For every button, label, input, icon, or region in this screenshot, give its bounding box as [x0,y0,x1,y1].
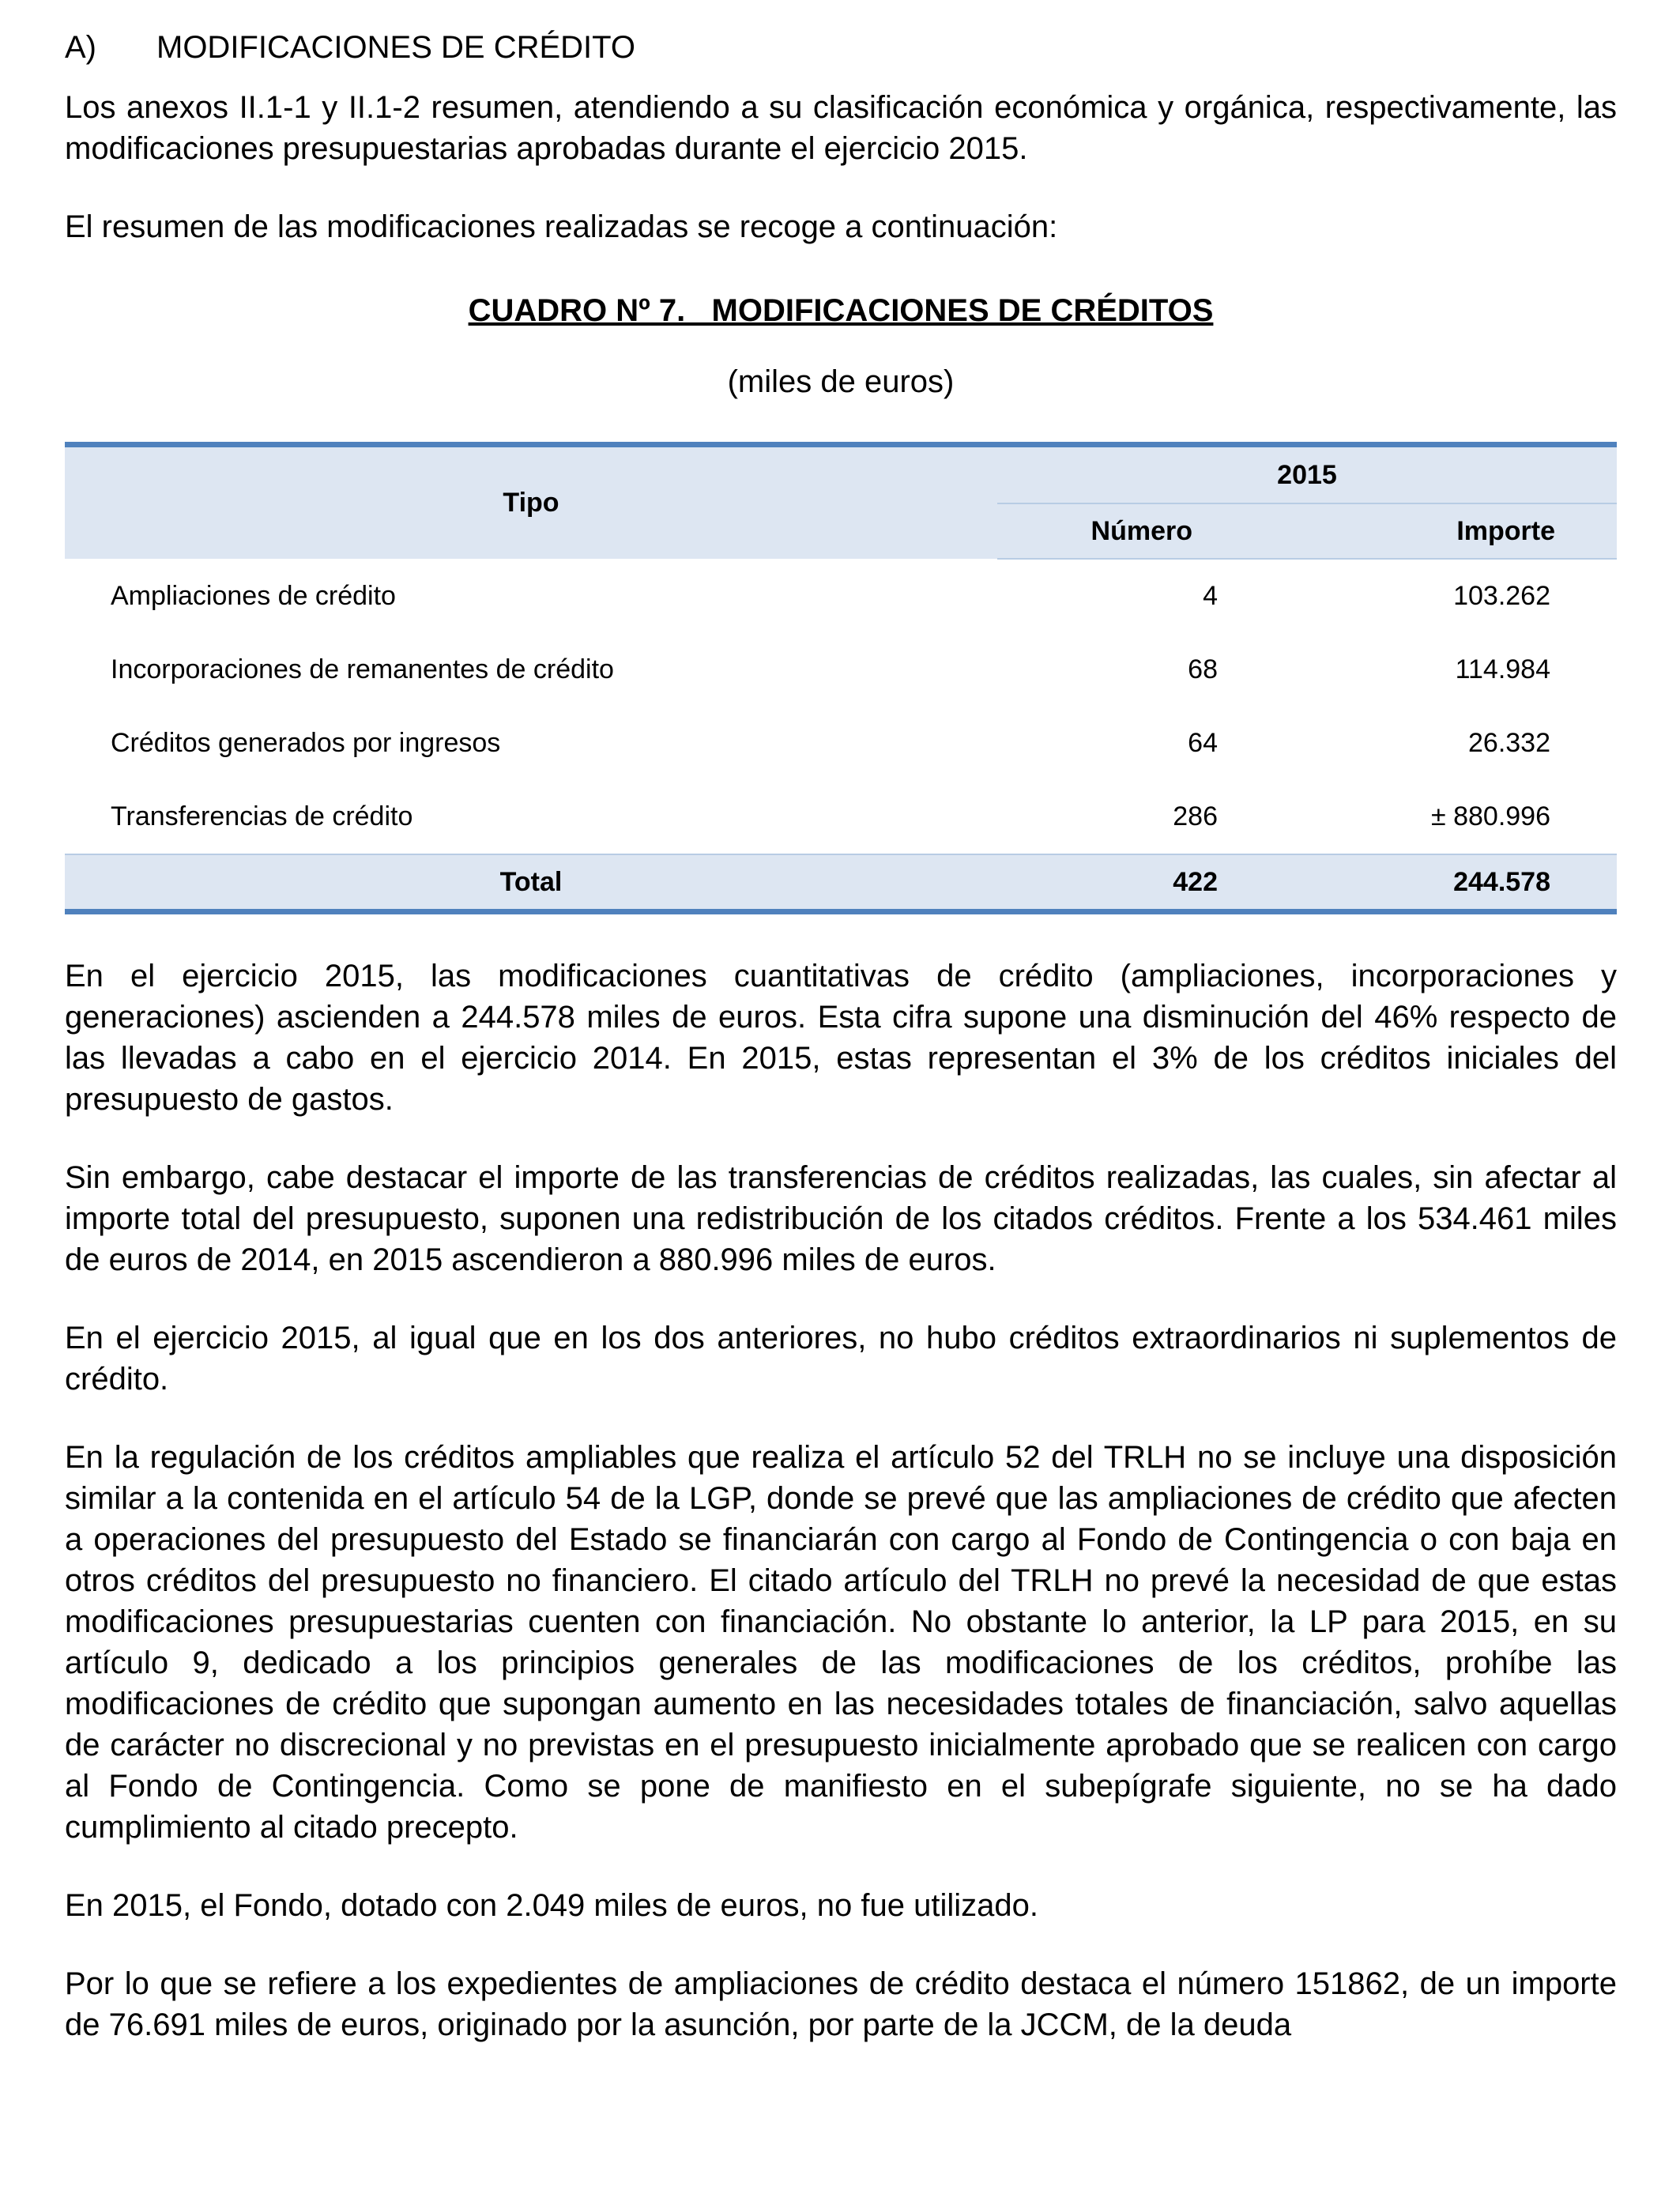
body-paragraph-6: Por lo que se refiere a los expedientes de ampliaciones de crédito destaca el número 151862, de un importe de 76.691 miles de euros, originado por la asunción, por parte de la JCCM, de la deuda [65,1966,1617,2042]
total-numero: 422 [997,854,1303,912]
row-tipo: Ampliaciones de crédito [111,580,396,611]
body-paragraph-5: En 2015, el Fondo, dotado con 2.049 miles de euros, no fue utilizado. [65,1888,1038,1923]
intro-paragraph-1: Los anexos II.1-1 y II.1-2 resumen, atendiendo a su clasificación económica y orgánica, respectivamente, las modificaciones presupuestarias aprobadas durante el ejercicio 2015. [65,90,1617,166]
row-numero: 286 [1173,801,1218,831]
header-numero: Número [997,503,1303,559]
row-tipo: Créditos generados por ingresos [111,728,501,758]
row-tipo: Incorporaciones de remanentes de crédito [111,654,614,684]
total-label: Total [65,854,997,912]
header-year: 2015 [997,445,1617,504]
row-importe: 103.262 [1453,581,1550,611]
section-letter: A) [65,30,96,65]
total-importe: 244.578 [1303,854,1617,912]
table-row [65,559,1617,633]
row-numero: 64 [1188,728,1218,758]
total-row [65,854,1617,912]
row-importe: 26.332 [1468,728,1550,758]
row-numero: 68 [1188,654,1218,684]
intro-paragraph-2: El resumen de las modificaciones realizadas se recoge a continuación: [65,209,1058,244]
document-page [65,24,1617,2083]
body-paragraph-2: Sin embargo, cabe destacar el importe de las transferencias de créditos realizadas, las cuales, sin afectar al importe total del presupuesto, suponen una redistribución de los citados créditos. Frente a los 534.461 miles de euros de 2014, en 2015 ascendieron a 880.996 miles de euros. [65,1160,1617,1277]
modifications-table [65,442,1617,914]
table-row [65,633,1617,707]
row-importe: 114.984 [1455,654,1550,684]
body-paragraph-1: En el ejercicio 2015, las modificaciones cuantitativas de crédito (ampliaciones, incorporaciones y generaciones) ascienden a 244.578 miles de euros. Esta cifra supone una disminución del 46% respecto de las llevadas a cabo en el ejercicio 2014. En 2015, estas representan el 3% de los créditos iniciales del presupuesto de gastos. [65,959,1617,1117]
header-tipo: Tipo [65,445,997,560]
row-numero: 4 [1203,581,1218,611]
table-subtitle: (miles de euros) [727,364,955,399]
header-importe: Importe [1303,503,1617,559]
row-importe: ± 880.996 [1430,801,1550,831]
section-heading [65,24,1617,71]
row-tipo: Transferencias de crédito [111,801,413,831]
table-title: CUADRO Nº 7. MODIFICACIONES DE CRÉDITOS [468,293,1214,328]
table-row [65,780,1617,854]
body-paragraph-3: En el ejercicio 2015, al igual que en los dos anteriores, no hubo créditos extraordinarios ni suplementos de crédito. [65,1321,1617,1397]
table-row [65,707,1617,780]
section-title: MODIFICACIONES DE CRÉDITO [156,30,635,65]
body-paragraph-4: En la regulación de los créditos ampliables que realiza el artículo 52 del TRLH no se incluye una disposición similar a la contenida en el artículo 54 de la LGP, donde se prevé que las ampliaciones de crédito que afecten a operaciones del presupuesto del Estado se financiarán con cargo al Fondo de Contingencia o con baja en otros créditos del presupuesto no financiero. El citado artículo del TRLH no prevé la necesidad de que estas modificaciones presupuestarias cuenten con financiación. No obstante lo anterior, la LP para 2015, en su artículo 9, dedicado a los principios generales de las modificaciones de los créditos, prohíbe las modificaciones de crédito que supongan aumento en las necesidades totales de financiación, salvo aquellas de carácter no discrecional y no previstas en el presupuesto inicialmente aprobado que se realicen con cargo al Fondo de Contingencia. Como se pone de manifiesto en el subepígrafe siguiente, no se ha dado cumplimiento al citado precepto. [65,1440,1617,1845]
